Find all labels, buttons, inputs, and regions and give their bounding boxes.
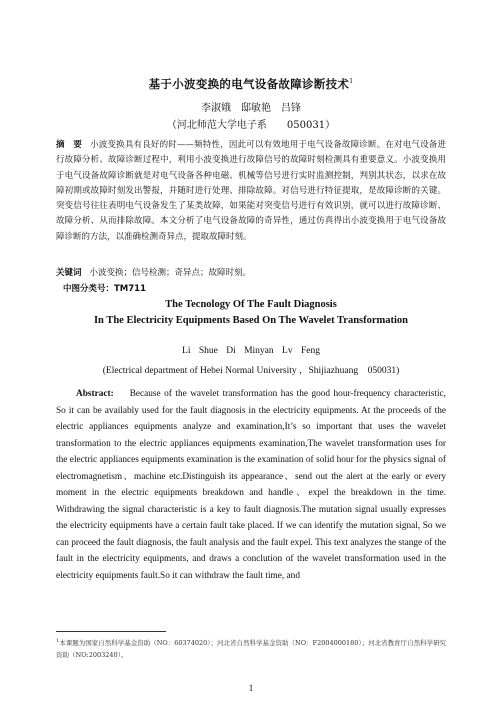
abstract-cn bbox=[56, 138, 446, 245]
paper-title-cn-text: 基于小波变换的电气设备故障诊断技术 bbox=[148, 77, 350, 91]
abstract-en-label: Abstract: bbox=[76, 389, 114, 399]
paper-title-en-line1: The Tecnology Of The Fault Diagnosis bbox=[165, 299, 337, 310]
footnote-divider bbox=[56, 631, 166, 632]
keywords-cn bbox=[56, 266, 446, 280]
abstract-en-text: Because of the wavelet transformation has the good hour-frequency characteristic, So it can be availably used for the fault diagnosis in the electricity equipments. At the proceeds of the electric appliances equipments analyze and examination,It’s so important that uses the wavelet transformation to the electric appliances equipments examination,The wavelet transformation uses for the electric appliances equipments examination is the examination of solid hour for the physics signal of electromagnetism、machine etc.Distinguish its appearance、send out the alert at the early or every moment in the electric equipments breakdown and handle、expel the breakdown in the time. Withdrawing the signal characteristic is a key to fault diagnosis.The mutation signal usually expresses the electricity equipments have a certain fault take placed. If we can identify the mutation signal, So we can proceed the fault diagnosis, the fault analysis and the fault expel. This text analyzes the stange of the fault in the electricity equipments, and draws a conclution of the wavelet transformation used in the electricity equipments fault.So it can withdraw the fault time, and bbox=[56, 389, 446, 581]
classification-number: 中图分类号：TM711 bbox=[63, 284, 147, 294]
paper-title-en-line2: In The Electricity Equipments Based On The Wavelet Transformation bbox=[93, 315, 409, 326]
footnote bbox=[56, 635, 451, 661]
abstract-cn-text: 小波变换具有良好的时——频特性，因此可以有效地用于电气设备故障诊断。在对电气设备进行故障分析、故障诊断过程中，利用小波变换进行故障信号的故障时刻检测具有重要意义。小波变换用于电气设备故障诊断就是对电气设备各种电磁、机械等信号进行实时监测控制，判别其状态，以求在故障初期或故障时刻发出警报，并随时进行处理、排除故障。对信号进行特征提取，是故障诊断的关键。突变信号往往表明电气设备发生了某类故障，如果能对突变信号进行有效识别，就可以进行故障诊断、故障分析、从而排除故障。本文分析了电气设备故障的奇异性，通过仿真得出小波变换用于电气设备故障诊断的方法，以准确检测奇异点，提取故障时刻。 bbox=[56, 140, 446, 242]
page-number: 1 bbox=[248, 683, 254, 693]
affiliation-en: (Electrical department of Hebei Normal University ，Shijiazhuang 050031) bbox=[102, 366, 400, 376]
keywords-cn-text: 小波变换；信号检测；奇异点；故障时刻。 bbox=[89, 268, 252, 278]
footnote-text: 本课题为国家自然科学基金资助（NO：60374020）；河北省自然科学基金资助（NO：F2004000180）；河北省教育厅自然科学研究资助（NO:2003240）。 bbox=[56, 639, 447, 660]
footnote-mark: 1 bbox=[56, 638, 60, 644]
keywords-cn-label: 关键词 bbox=[56, 268, 82, 278]
affiliation-cn: （河北师范大学电子系 050031） bbox=[166, 120, 336, 131]
paper-title-cn bbox=[0, 76, 502, 92]
abstract-cn-label: 摘 要 bbox=[56, 140, 83, 150]
authors-en: Li Shue Di Minyan Lv Feng bbox=[182, 346, 320, 356]
authors-cn: 李淑娥 邸敏艳 吕锋 bbox=[201, 103, 301, 114]
title-footnote-mark: 1 bbox=[349, 78, 354, 86]
abstract-en bbox=[56, 386, 446, 584]
